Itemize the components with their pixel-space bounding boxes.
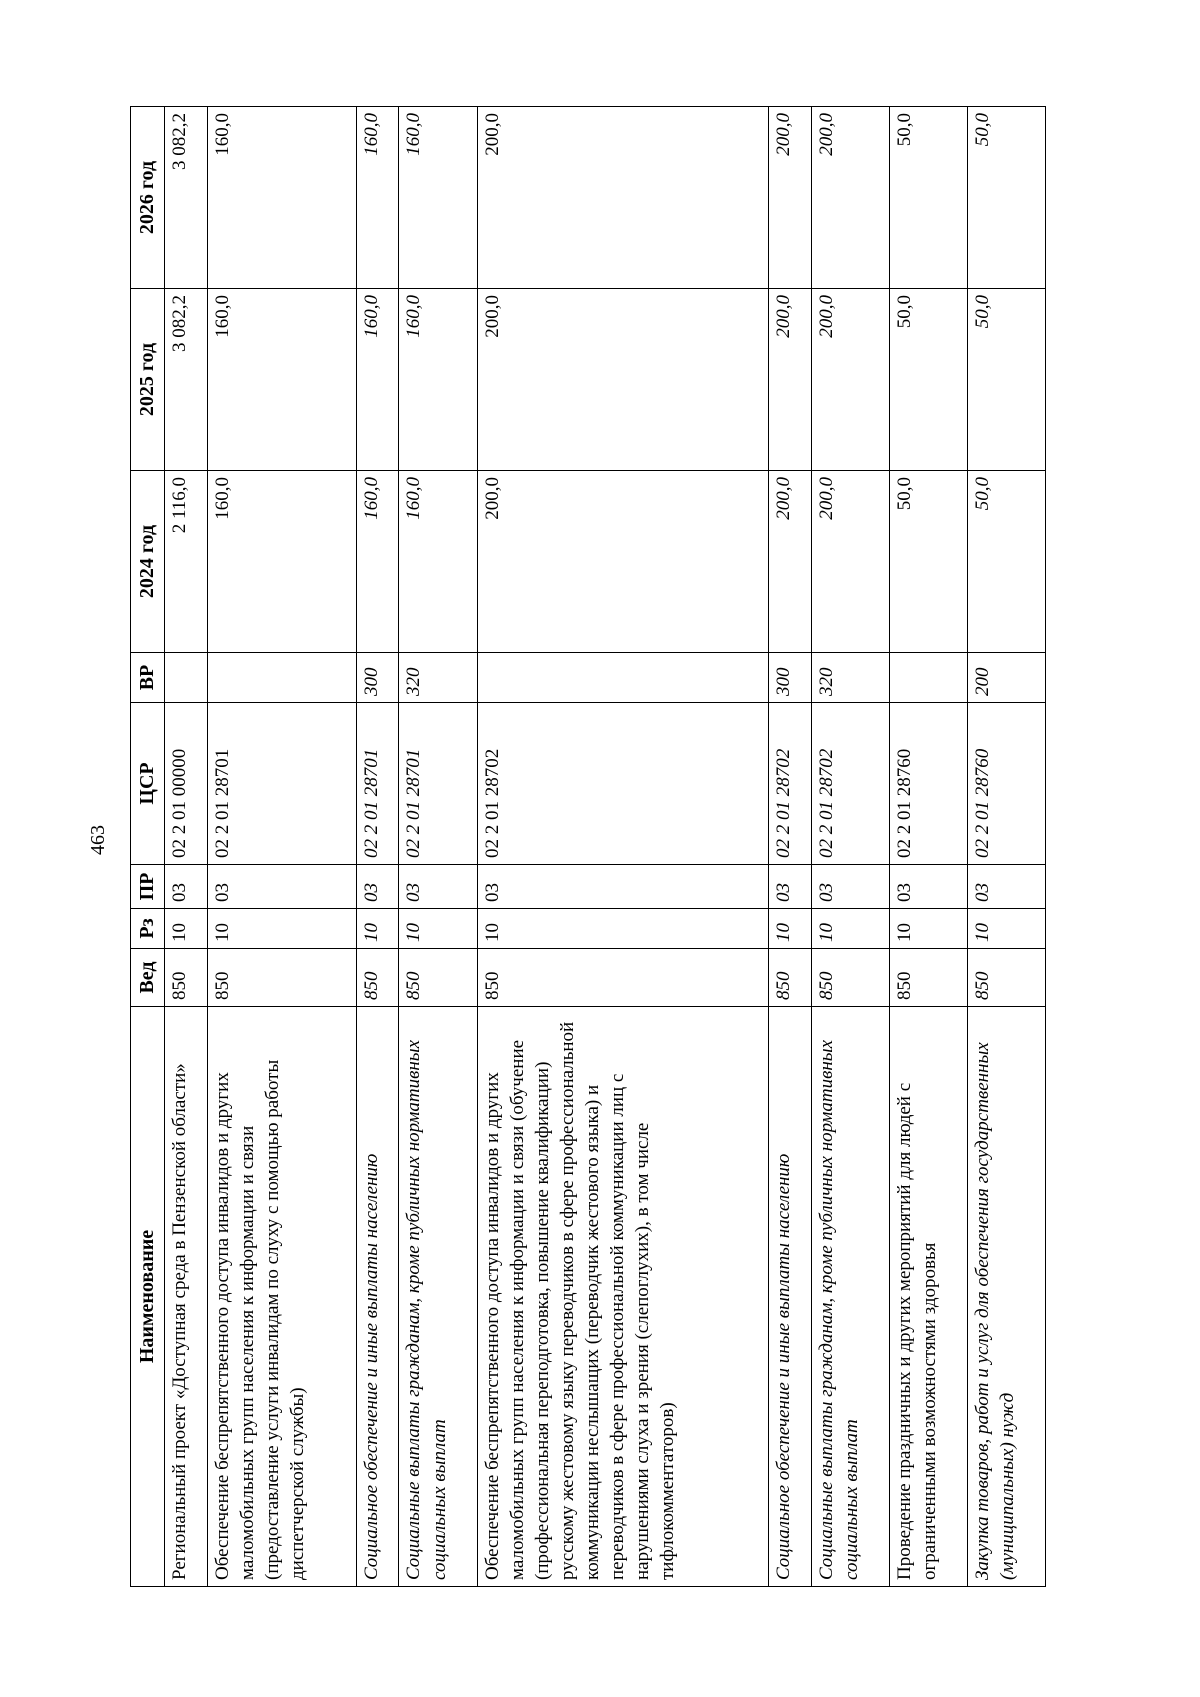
cell-2026: 200,0 (477, 107, 768, 289)
cell-2025: 160,0 (399, 289, 477, 471)
page-number: 463 (87, 825, 109, 855)
table-row (356, 107, 399, 1587)
budget-table (130, 106, 1046, 1587)
cell-csr: 02 2 01 28702 (477, 703, 768, 865)
table-header-row (131, 107, 165, 1587)
header-vr: ВР (131, 653, 165, 703)
cell-csr: 02 2 01 28702 (768, 703, 811, 865)
header-2024: 2024 год (131, 471, 165, 653)
cell-vr (889, 653, 967, 703)
cell-2024: 200,0 (768, 471, 811, 653)
cell-name: Проведение праздничных и других мероприятий для людей с ограниченными возможностями здоровья (889, 1007, 967, 1587)
cell-2026: 50,0 (889, 107, 967, 289)
cell-pr: 03 (207, 865, 356, 909)
cell-rz: 10 (477, 909, 768, 949)
cell-vr: 200 (967, 653, 1045, 703)
cell-pr: 03 (477, 865, 768, 909)
cell-ved: 850 (768, 949, 811, 1007)
cell-ved: 850 (356, 949, 399, 1007)
header-ved: Вед (131, 949, 165, 1007)
cell-ved: 850 (967, 949, 1045, 1007)
table-row (811, 107, 889, 1587)
cell-ved: 850 (399, 949, 477, 1007)
rotated-table-container (130, 107, 1046, 1587)
cell-csr: 02 2 01 28760 (967, 703, 1045, 865)
cell-2026: 200,0 (811, 107, 889, 289)
cell-name: Обеспечение беспрепятственного доступа инвалидов и других маломобильных групп населения к информации и связи (предоставление услуги инвалидам по слуху с помощью работы диспетчерской службы) (207, 1007, 356, 1587)
cell-vr: 320 (811, 653, 889, 703)
cell-name: Социальные выплаты гражданам, кроме публичных нормативных социальных выплат (399, 1007, 477, 1587)
table-row (477, 107, 768, 1587)
cell-csr: 02 2 01 28701 (207, 703, 356, 865)
cell-pr: 03 (811, 865, 889, 909)
cell-ved: 850 (165, 949, 208, 1007)
header-rz: Рз (131, 909, 165, 949)
cell-vr: 300 (768, 653, 811, 703)
cell-ved: 850 (477, 949, 768, 1007)
cell-rz: 10 (967, 909, 1045, 949)
cell-ved: 850 (207, 949, 356, 1007)
table-body (165, 107, 1046, 1587)
cell-csr: 02 2 01 28701 (399, 703, 477, 865)
cell-2025: 200,0 (768, 289, 811, 471)
cell-2024: 200,0 (477, 471, 768, 653)
cell-name: Социальное обеспечение и иные выплаты населению (356, 1007, 399, 1587)
cell-pr: 03 (356, 865, 399, 909)
cell-2025: 160,0 (356, 289, 399, 471)
cell-2026: 160,0 (356, 107, 399, 289)
cell-name: Обеспечение беспрепятственного доступа инвалидов и других маломобильных групп населения к информации и связи (обучение (профессиональная переподготовка, повышение квалификации) русскому жестовому языку переводчиков в сфере профессиональной коммуникации неслышащих (переводчик жестового языка) и переводчиков в сфере профессиональной коммуникации лиц с нарушениями слуха и зрения (слепоглухих), в том числе тифлокомментаторов) (477, 1007, 768, 1587)
header-pr: ПР (131, 865, 165, 909)
cell-pr: 03 (889, 865, 967, 909)
cell-vr (477, 653, 768, 703)
table-row (768, 107, 811, 1587)
cell-rz: 10 (207, 909, 356, 949)
cell-2026: 160,0 (399, 107, 477, 289)
cell-csr: 02 2 01 28701 (356, 703, 399, 865)
cell-2024: 50,0 (889, 471, 967, 653)
cell-rz: 10 (768, 909, 811, 949)
cell-2025: 200,0 (811, 289, 889, 471)
header-2025: 2025 год (131, 289, 165, 471)
cell-pr: 03 (967, 865, 1045, 909)
cell-csr: 02 2 01 00000 (165, 703, 208, 865)
cell-name: Закупка товаров, работ и услуг для обеспечения государственных (муниципальных) нужд (967, 1007, 1045, 1587)
cell-2025: 160,0 (207, 289, 356, 471)
cell-rz: 10 (356, 909, 399, 949)
header-name: Наименование (131, 1007, 165, 1587)
cell-rz: 10 (399, 909, 477, 949)
cell-2026: 160,0 (207, 107, 356, 289)
table-row (165, 107, 208, 1587)
cell-pr: 03 (399, 865, 477, 909)
cell-2024: 160,0 (399, 471, 477, 653)
cell-2024: 160,0 (207, 471, 356, 653)
cell-name: Социальное обеспечение и иные выплаты населению (768, 1007, 811, 1587)
cell-2025: 3 082,2 (165, 289, 208, 471)
cell-2024: 2 116,0 (165, 471, 208, 653)
cell-2026: 50,0 (967, 107, 1045, 289)
cell-rz: 10 (811, 909, 889, 949)
cell-name: Региональный проект «Доступная среда в Пензенской области» (165, 1007, 208, 1587)
table-row (967, 107, 1045, 1587)
header-2026: 2026 год (131, 107, 165, 289)
cell-pr: 03 (768, 865, 811, 909)
cell-2024: 160,0 (356, 471, 399, 653)
cell-2025: 50,0 (889, 289, 967, 471)
cell-2026: 200,0 (768, 107, 811, 289)
cell-2026: 3 082,2 (165, 107, 208, 289)
cell-rz: 10 (165, 909, 208, 949)
cell-vr (207, 653, 356, 703)
table-row (399, 107, 477, 1587)
cell-ved: 850 (889, 949, 967, 1007)
table-row (207, 107, 356, 1587)
cell-csr: 02 2 01 28702 (811, 703, 889, 865)
cell-pr: 03 (165, 865, 208, 909)
cell-2024: 200,0 (811, 471, 889, 653)
cell-rz: 10 (889, 909, 967, 949)
table-row (889, 107, 967, 1587)
header-csr: ЦСР (131, 703, 165, 865)
cell-vr: 300 (356, 653, 399, 703)
cell-ved: 850 (811, 949, 889, 1007)
cell-2025: 50,0 (967, 289, 1045, 471)
cell-vr: 320 (399, 653, 477, 703)
cell-2025: 200,0 (477, 289, 768, 471)
cell-vr (165, 653, 208, 703)
cell-name: Социальные выплаты гражданам, кроме публичных нормативных социальных выплат (811, 1007, 889, 1587)
cell-2024: 50,0 (967, 471, 1045, 653)
cell-csr: 02 2 01 28760 (889, 703, 967, 865)
